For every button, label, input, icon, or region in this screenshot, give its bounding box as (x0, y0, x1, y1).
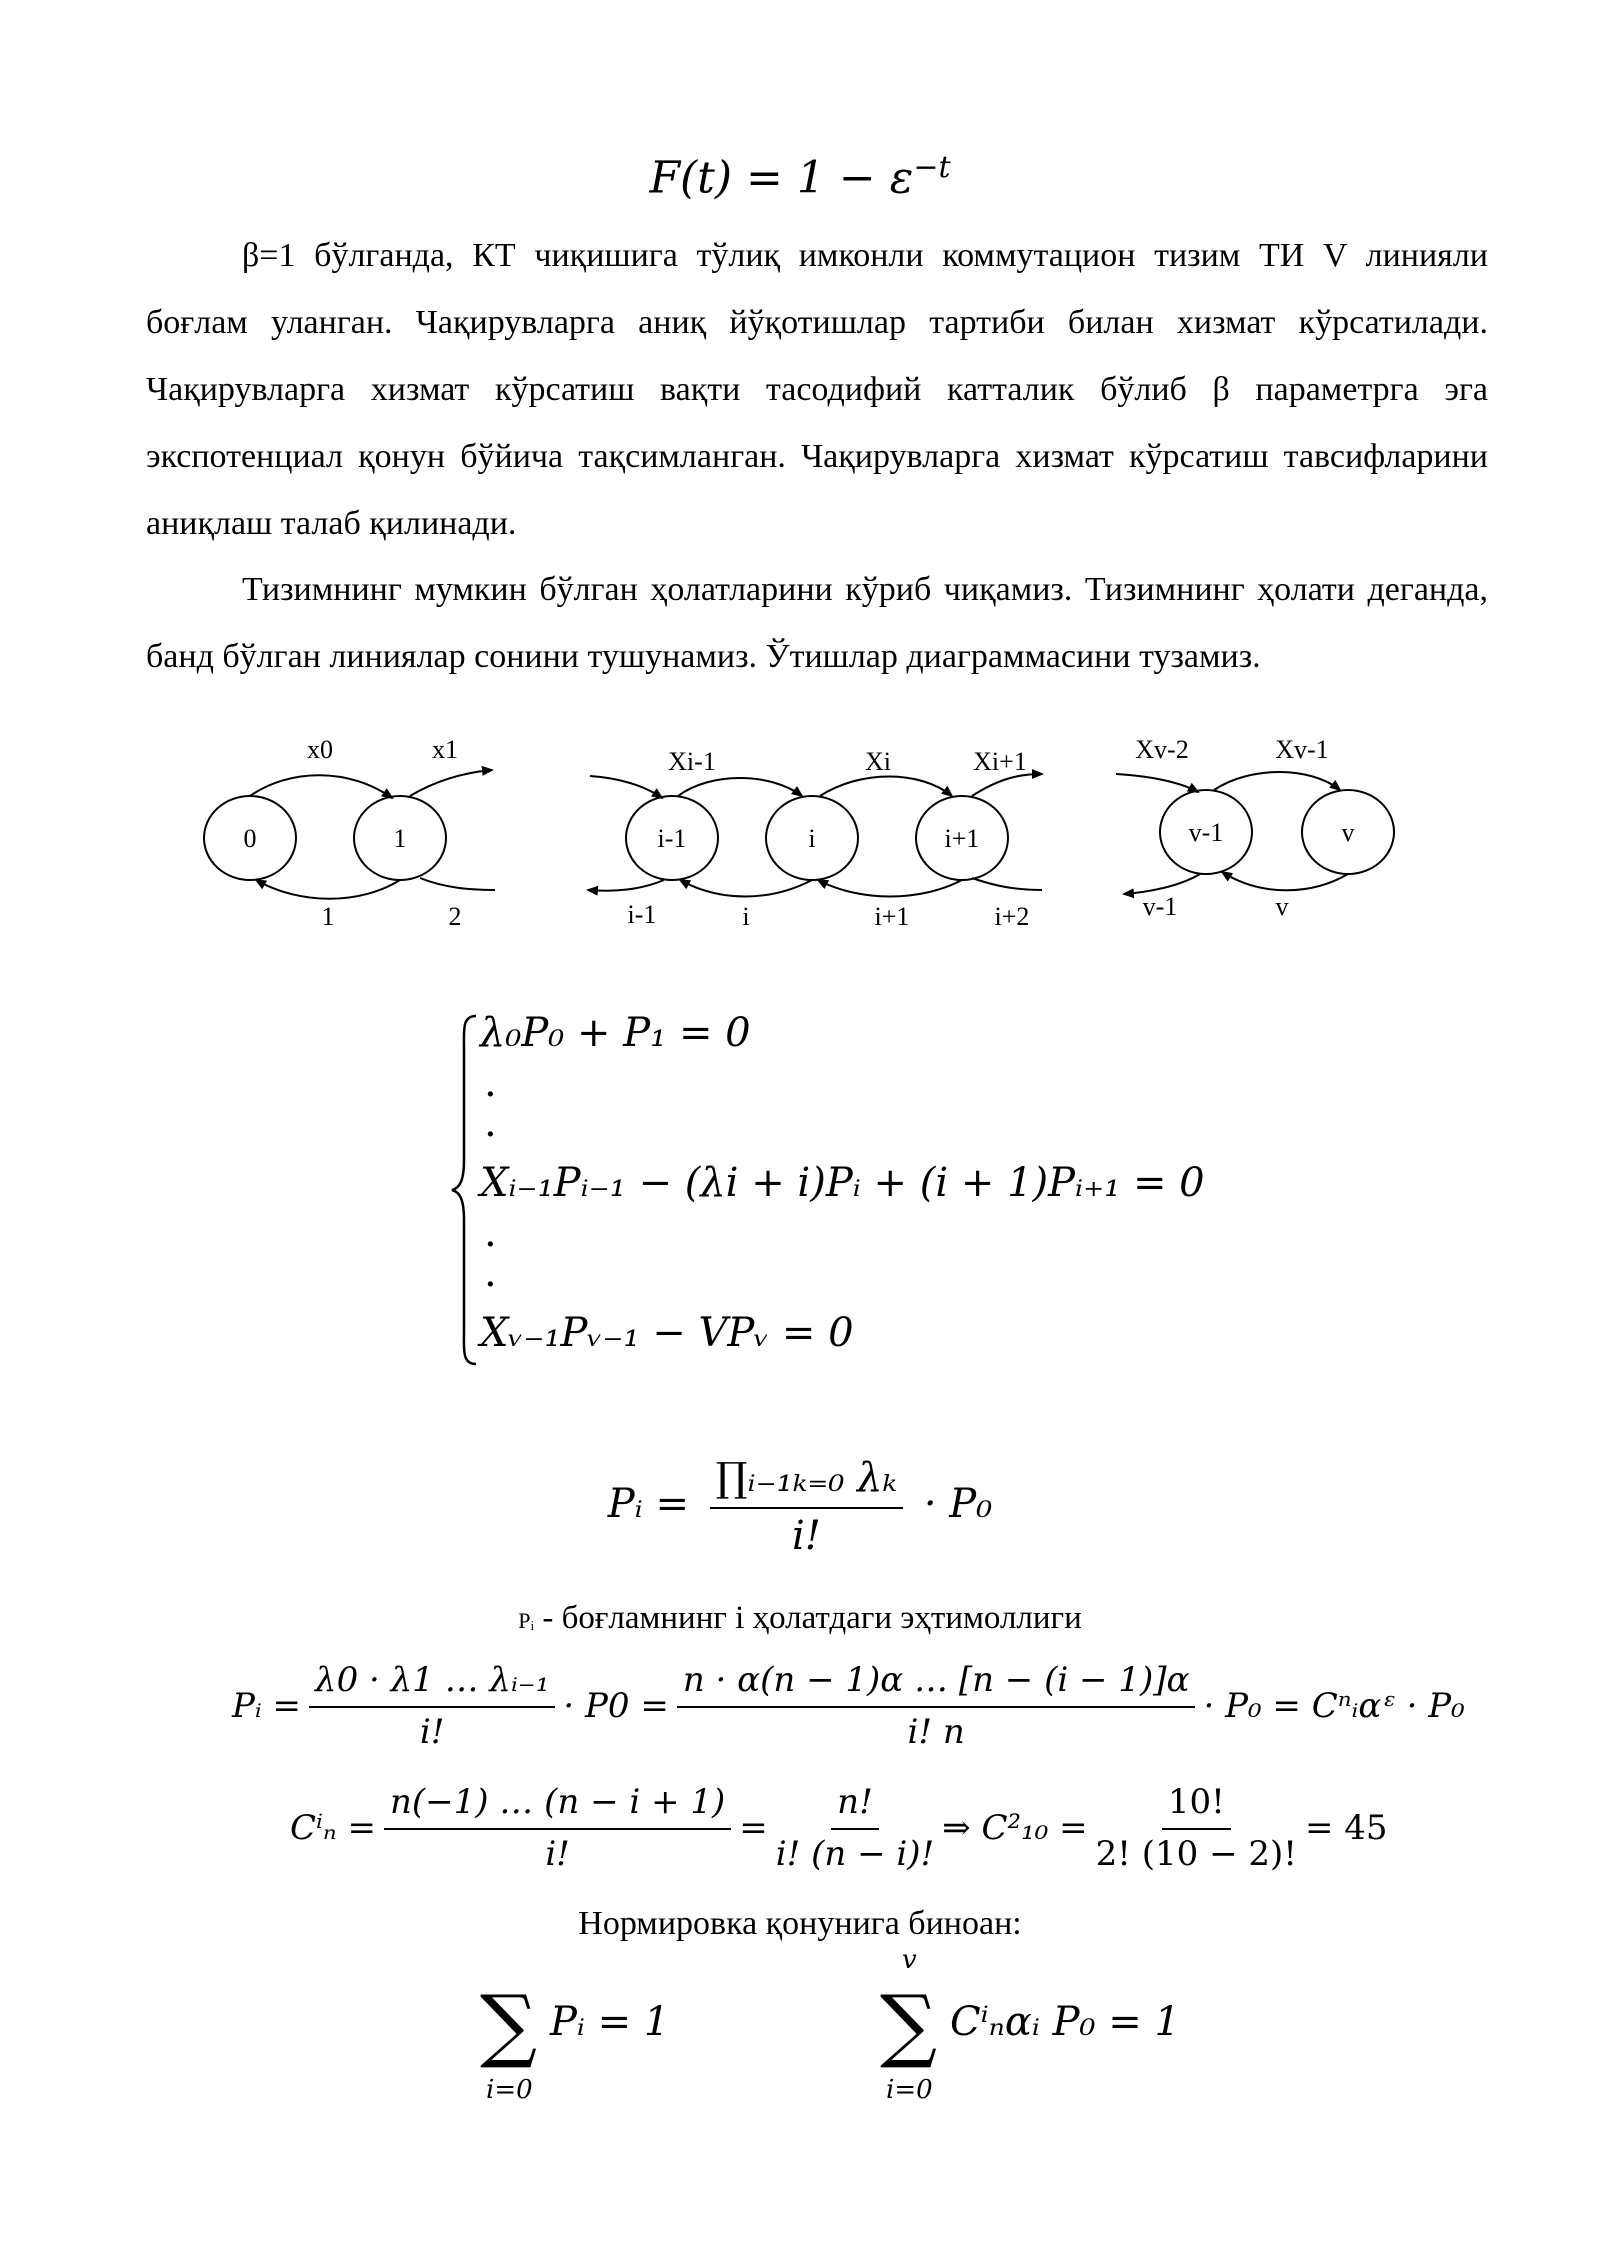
system-dot-4: . (484, 1250, 497, 1296)
arc-0-1 (250, 775, 392, 798)
system-eq-2: Xᵢ₋₁Pᵢ₋₁ − (λi + i)Pᵢ + (i + 1)Pᵢ₊₁ = 0 (480, 1160, 1205, 1206)
arc-in-i-1 (590, 776, 662, 798)
system-eq-3: Xᵥ₋₁Pᵥ₋₁ − VPᵥ = 0 (480, 1310, 854, 1356)
comb-formula-fraction-1 (384, 1782, 731, 1874)
state-label-v-1: v-1 (1188, 818, 1224, 847)
long-formula-f1-numerator: λ0 · λ1 … λᵢ₋₁ (309, 1660, 555, 1708)
long-pi-formula (232, 1660, 1465, 1752)
comb-formula-f3-numerator: 10! (1162, 1782, 1231, 1830)
comb-formula-f1-numerator: n(−1) … (n − i + 1) (384, 1782, 731, 1830)
sum1-body: Pᵢ = 1 (550, 1999, 670, 2045)
long-formula-f2-denominator: i! n (907, 1712, 965, 1752)
long-formula-fraction-1 (309, 1660, 555, 1752)
sum1-lower: i=0 (486, 2075, 533, 2105)
comb-formula-equals: = (739, 1808, 768, 1848)
arc-1-out (410, 770, 492, 796)
long-formula-mid: · P0 = (563, 1686, 669, 1726)
combination-formula (290, 1782, 1388, 1874)
arc-v-1-v (1214, 772, 1340, 790)
pi-formula-rhs: · P₀ (923, 1481, 993, 1527)
bottom-label-1: 1 (321, 902, 335, 931)
state-label-i-1: i-1 (657, 824, 687, 853)
arc-i-i+1 (820, 777, 952, 797)
arc-i+1-out (972, 774, 1042, 796)
top-label-x1: x1 (432, 735, 458, 764)
pi-formula-fraction (710, 1455, 903, 1559)
long-formula-f1-denominator: i! (419, 1712, 445, 1752)
arc-in-i+1 (972, 878, 1042, 890)
state-label-i+1: i+1 (944, 824, 980, 853)
arc-v-v-1 (1222, 872, 1348, 890)
bottom-label-i-1: i-1 (627, 900, 657, 929)
comb-formula-f3-denominator: 2! (10 − 2)! (1095, 1834, 1297, 1874)
system-dot-2: . (484, 1100, 497, 1146)
state-label-1: 1 (393, 824, 407, 853)
comb-formula-f2-denominator: i! (n − i)! (775, 1834, 935, 1874)
sum-formula-2 (880, 1945, 1200, 2115)
arc-i-i-1 (680, 880, 812, 897)
sum2-body: Cⁱₙαᵢ P₀ = 1 (950, 1999, 1180, 2045)
pi-formula-lhs: Pᵢ = (607, 1481, 689, 1527)
comb-formula-f1-denominator: i! (545, 1834, 570, 1874)
arc-i-1-out (588, 880, 664, 891)
state-label-0: 0 (243, 824, 257, 853)
top-label-xi: Xi (865, 747, 891, 776)
comb-formula-fraction-2 (776, 1782, 934, 1874)
system-brace (450, 1010, 480, 1370)
system-dot-3: . (484, 1210, 497, 1256)
arc-v-1-out (1124, 874, 1200, 894)
formula-ft-exponent: −t (913, 150, 951, 185)
pi-caption-text: - боғламнинг i ҳолатдаги эҳтимоллиги (542, 1600, 1082, 1636)
norm-caption: Нормировка қонунига биноан: (578, 1905, 1022, 1942)
top-label-x0: x0 (307, 735, 333, 764)
long-formula-fraction-2 (677, 1660, 1196, 1752)
system-eq-1: λ₀P₀ + P₁ = 0 (480, 1010, 751, 1056)
pi-caption (0, 1600, 1600, 1637)
arc-i-1-i (678, 778, 802, 796)
bottom-label-i+2: i+2 (994, 902, 1030, 931)
long-formula-f2-numerator: n · α(n − 1)α … [n − (i − 1)]α (677, 1660, 1196, 1708)
bottom-label-2: 2 (448, 902, 462, 931)
sum2-lower: i=0 (886, 2075, 933, 2105)
formula-ft (0, 150, 1600, 204)
bottom-label-i+1: i+1 (874, 902, 910, 931)
top-label-xi+1: Xi+1 (973, 747, 1027, 776)
top-label-xi-1: Xi-1 (668, 747, 716, 776)
state-label-v: v (1341, 818, 1355, 847)
paragraph-1: β=1 бўлганда, КТ чиқишига тўлиқ имконли коммутацион тизим ТИ V линияли боғлам уланган. Чақирувларга аниқ йўқотишлар тартиби билан хизмат кўрсатилади. Чақирувларга хизмат кўрсатиш вақти тасодифий катталик бўлиб β параметрга эга экспотенциал қонун бўйича тақсимланган. Чақирувларга хизмат кўрсатиш тавсифларини аниқлаш талаб қилинади. (146, 237, 1488, 542)
long-formula-tail: · P₀ = Cⁿᵢαᵋ · P₀ (1203, 1686, 1465, 1726)
bottom-label-v-1: v-1 (1142, 892, 1178, 921)
system-dot-1: . (484, 1060, 497, 1106)
sum1-sigma: ∑ (480, 1978, 538, 2071)
pi-formula-denominator: i! (791, 1513, 821, 1559)
transition-diagram (0, 720, 1600, 950)
sum2-sigma: ∑ (880, 1978, 938, 2071)
arc-i+1-i (818, 880, 962, 897)
pi-caption-symbol: Pᵢ (518, 1608, 535, 1633)
paragraph-2: Тизимнинг мумкин бўлган ҳолатларини кўриб чиқамиз. Тизимнинг ҳолати деганда, банд бўлган линиялар сонини тушунамиз. Ўтишлар диаграммасини тузамиз. (146, 571, 1488, 675)
sum2-upper: v (902, 1945, 917, 1975)
pi-product-formula (0, 1455, 1600, 1559)
comb-formula-arrow: ⇒ C²₁₀ = (942, 1808, 1088, 1848)
pi-formula-numerator: ∏ᵢ₋₁ₖ₌₀ λₖ (710, 1455, 903, 1509)
long-formula-lhs: Pᵢ = (232, 1686, 302, 1726)
formula-ft-base: F(t) = 1 − ε (649, 152, 914, 204)
comb-formula-f2-numerator: n! (831, 1782, 879, 1830)
arc-1-0 (256, 880, 400, 899)
arc-in-v-1 (1116, 774, 1198, 792)
sum-formula-1 (480, 1975, 740, 2115)
state-label-i: i (808, 824, 816, 853)
comb-formula-fraction-3 (1096, 1782, 1297, 1874)
equation-system (450, 1010, 1250, 1370)
bottom-label-v: v (1275, 892, 1289, 921)
top-label-xv-1: Xv-1 (1275, 735, 1329, 764)
comb-formula-result: = 45 (1304, 1808, 1388, 1848)
bottom-label-i: i (742, 902, 750, 931)
top-label-xv-2: Xv-2 (1135, 735, 1189, 764)
arc-in-1 (420, 878, 495, 890)
comb-formula-lhs: Cⁱₙ = (290, 1808, 376, 1848)
